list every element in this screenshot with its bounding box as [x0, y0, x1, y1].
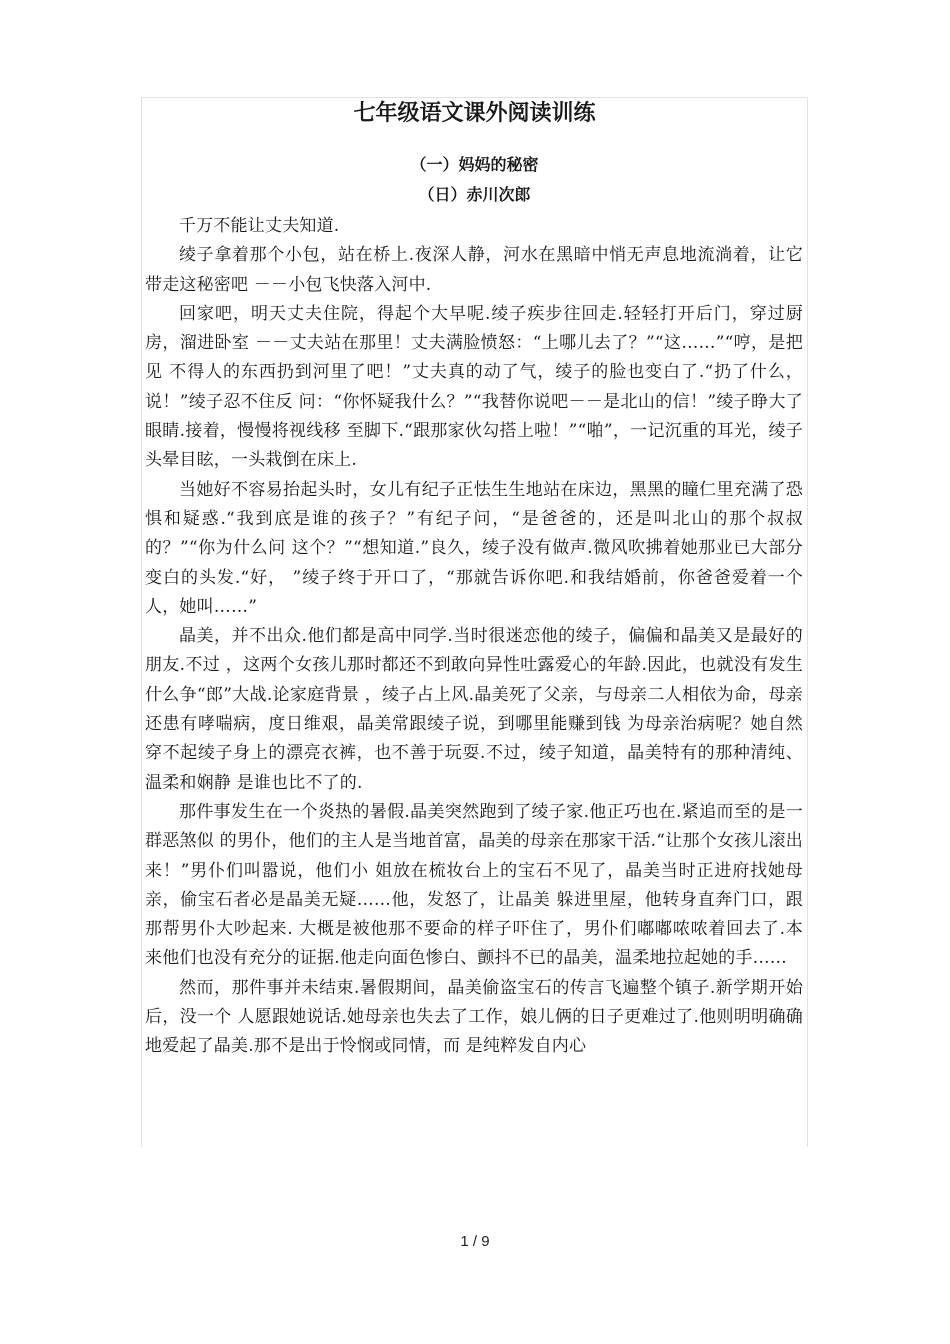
- author-line: （日）赤川次郎: [418, 185, 531, 204]
- document-page: [141, 97, 808, 1147]
- document-title: 七年级语文课外阅读训练: [353, 101, 596, 126]
- paragraph: 绫子拿着那个小包，站在桥上.夜深人静，河水在黑暗中悄无声息地流淌着，让它带走这秘密吧 －－小包飞快落入河中.: [145, 245, 803, 295]
- section-heading: （一）妈妈的秘密: [410, 155, 539, 174]
- paragraph: 当她好不容易抬起头时，女儿有纪子正怯生生地站在床边，黑黑的瞳仁里充满了恐惧和疑惑.“我到底是谁的孩子？”有纪子问，“是爸爸的，还是叫北山的那个叔叔的？”“你为什么问 这个？”“想知道.”良久，绫子没有做声.微风吹拂着她那业已大部分变白的头发.“好， ”绫子终于开口了，“那就告诉你吧.和我结婚前，你爸爸爱着一个人，她叫……”: [145, 479, 803, 617]
- paragraph: 回家吧，明天丈夫住院，得起个大早呢.绫子疾步往回走.轻轻打开后门，穿过厨房，溜进卧室 －－丈夫站在那里！丈夫满脸愤怒：“上哪儿去了？”“这……”“哼，是把见 不得人的东西扔到河里了吧！”丈夫真的动了气，绫子的脸也变白了.“扔了什么，说！”绫子忍不住反 问：“你怀疑我什么？”“我替你说吧－－是北山的信！”绫子睁大了眼睛.接着，慢慢将视线移 至脚下.“跟那家伙勾搭上啦！”“啪”，一记沉重的耳光，绫子头晕目眩，一头栽倒在床上.: [145, 303, 803, 471]
- page-number: 1 / 9: [460, 1233, 490, 1250]
- paragraph: 然而，那件事并未结束.暑假期间，晶美偷盗宝石的传言飞遍整个镇子.新学期开始后，没一个 人愿跟她说话.她母亲也失去了工作，娘儿俩的日子更难过了.他则明明确确地爱起了晶美.那不是出于怜悯或同情，而 是纯粹发自内心: [145, 977, 803, 1057]
- paragraph: 晶美，并不出众.他们都是高中同学.当时很迷恋他的绫子，偏偏和晶美又是最好的朋友.不过 ，这两个女孩儿那时都还不到敢向异性吐露爱心的年龄.因此，也就没有发生什么争“郎”大战.论家庭背景 ，绫子占上风.晶美死了父亲，与母亲二人相依为命，母亲还患有哮喘病，度日维艰，晶美常跟绫子说，到哪里能赚到钱 为母亲治病呢？她自然穿不起绫子身上的漂亮衣裤，也不善于玩耍.不过，绫子知道，晶美特有的那种清纯、温柔和娴静 是谁也比不了的.: [145, 626, 803, 793]
- article-body: [145, 212, 803, 1062]
- paragraph: 那件事发生在一个炎热的暑假.晶美突然跑到了绫子家.他正巧也在.紧追而至的是一群恶煞似 的男仆，他们的主人是当地首富，晶美的母亲在那家干活.“让那个女孩儿滚出来！”男仆们叫嚣说，他们小 姐放在梳妆台上的宝石不见了，晶美当时正进府找她母亲，偷宝石者必是晶美无疑……他，发怒了，让晶美 躲进里屋，他转身直奔门口，跟那帮男仆大吵起来. 大概是被他那不要命的样子吓住了，男仆们嘟嘟哝哝着回去了.本 来他们也没有充分的证据.他走向面色惨白、颤抖不已的晶美，温柔地拉起她的手……: [145, 801, 803, 969]
- paragraph: 千万不能让丈夫知道.: [179, 216, 340, 236]
